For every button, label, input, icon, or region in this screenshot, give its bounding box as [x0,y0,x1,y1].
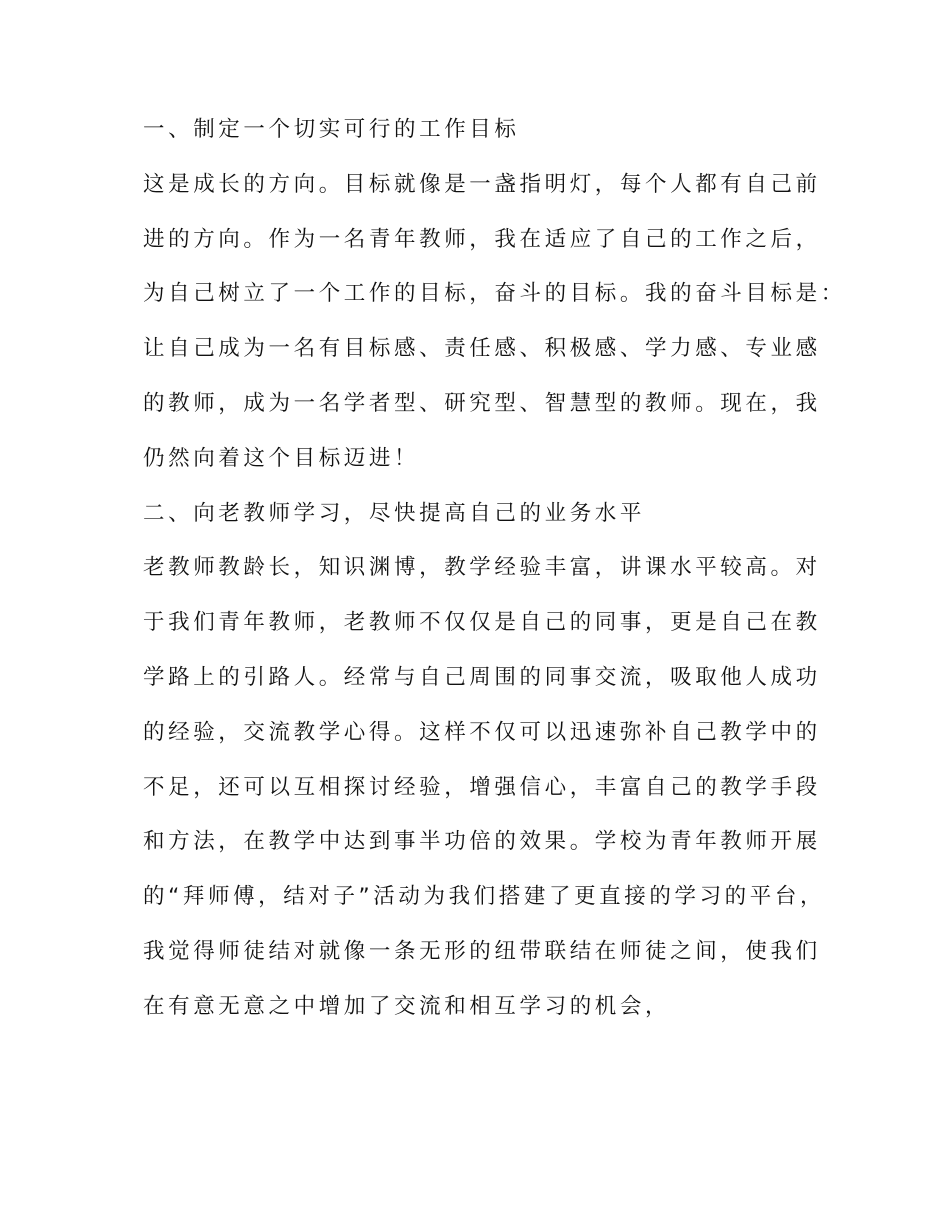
paragraph-line: 的经验，交流教学心得。这样不仅可以迅速弥补自己教学中的 [143,719,821,745]
section-heading-1: 一、制定一个切实可行的工作目标 [143,117,520,142]
paragraph-line: 和方法，在教学中达到事半功倍的效果。学校为青年教师开展 [143,829,821,855]
paragraph-line: 不足，还可以互相探讨经验，增强信心，丰富自己的教学手段 [143,774,821,800]
paragraph-line: 的“拜师傅，结对子”活动为我们搭建了更直接的学习的平台， [143,884,826,910]
paragraph-line: 为自己树立了一个工作的目标，奋斗的目标。我的奋斗目标是： [143,281,846,307]
paragraph-line: 老教师教龄长，知识渊博，教学经验丰富，讲课水平较高。对 [143,555,821,581]
paragraph-line: 在有意无意之中增加了交流和相互学习的机会， [143,993,671,1019]
paragraph-line: 的教师，成为一名学者型、研究型、智慧型的教师。现在，我 [143,390,821,416]
paragraph-line: 学路上的引路人。经常与自己周围的同事交流，吸取他人成功 [143,664,821,690]
paragraph-line: 我觉得师徒结对就像一条无形的纽带联结在师徒之间，使我们 [143,938,821,964]
paragraph-line: 这是成长的方向。目标就像是一盏指明灯，每个人都有自己前 [143,171,821,197]
paragraph-line: 于我们青年教师，老教师不仅仅是自己的同事，更是自己在教 [143,610,821,636]
paragraph-line: 仍然向着这个目标迈进！ [143,445,420,471]
paragraph-line: 让自己成为一名有目标感、责任感、积极感、学力感、专业感 [143,336,821,362]
paragraph-line: 进的方向。作为一名青年教师，我在适应了自己的工作之后， [143,226,821,252]
document-body [143,103,846,1035]
section-heading-2: 二、向老教师学习，尽快提高自己的业务水平 [143,500,646,526]
